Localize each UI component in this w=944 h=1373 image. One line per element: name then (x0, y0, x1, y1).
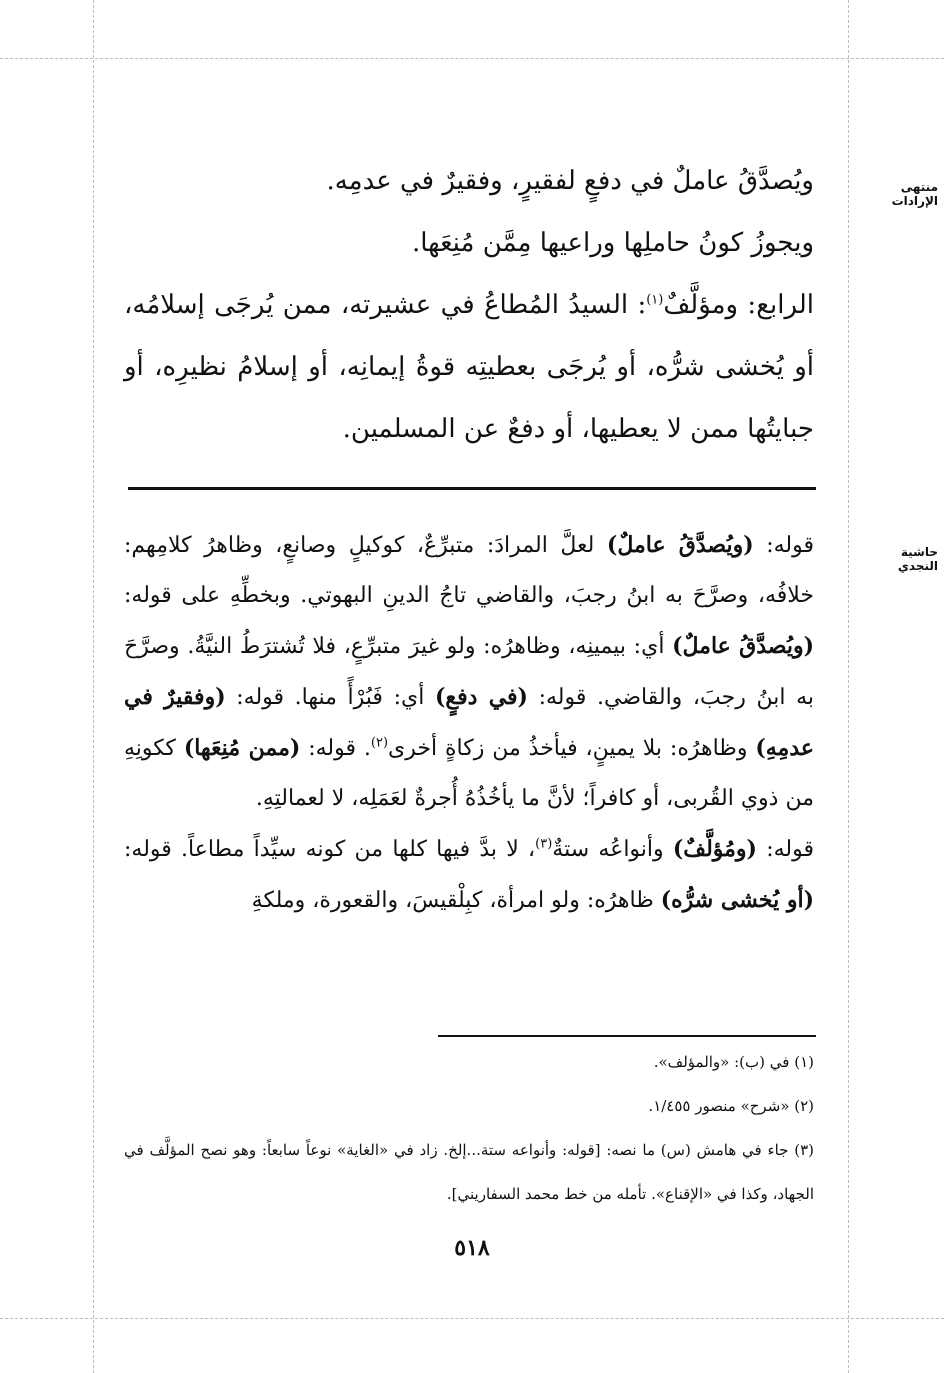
sharh-quote: (ويُصدَّقُ عاملٌ) (672, 633, 814, 659)
sharh-text-run: قوله: (753, 533, 814, 558)
sharh-text-run: ككونِهِ من ذوي القُربى، أو كافراً؛ لأنَّ ما يأخُذُهُ أُجرةٌ لعَمَلِه، لا لعمالتِهِ. (124, 736, 814, 811)
matn-text-run: الرابع: ومؤلَّفٌ (663, 290, 814, 320)
sharh-paragraph (124, 824, 814, 926)
guide-line (0, 1318, 944, 1319)
footnote-marker: (٣) (535, 836, 553, 852)
sharh-text-run: لعلَّ المرادَ: متبرِّعٌ، كوكيلٍ وصانعٍ، وظاهرُ كلامِهم: خلافُه، وصرَّحَ به ابنُ رجبَ، والقاضي تاجُ الدينِ البهوتي. وبخطِّهِ على قوله: (124, 533, 814, 608)
guide-line (0, 58, 944, 59)
sharh-text-run: أي: بيمينِه، وظاهرُه: ولو غيرَ متبرِّعٍ، فلا تُشترَطُ النيَّةُ. وصرَّحَ به ابنُ رجبَ، والقاضي. قوله: (124, 634, 815, 710)
matn-paragraph: ويُصدَّقُ عاملٌ في دفعٍ لفقيرٍ، وفقيرٌ في عدمِه. (326, 166, 814, 196)
guide-line (848, 0, 849, 1373)
sharh-text (124, 520, 814, 926)
sharh-text-run: ظاهرُه: ولو امرأة، كبِلْقيسَ، والقعورة، وملكةِ (251, 888, 661, 913)
side-label-sharh: حاشية النجدي (897, 545, 938, 573)
sharh-text-run: ، لا بدَّ فيها كلها من كونه سيِّداً مطاعاً. قوله: (124, 837, 536, 862)
matn-paragraph (124, 274, 814, 460)
footnote-divider (438, 1035, 816, 1037)
footnote-marker: (١) (646, 292, 664, 308)
matn-paragraph: ويجوزُ كونُ حاملِها وراعيها مِمَّن مُنِعَها. (411, 228, 814, 258)
sharh-paragraph (124, 520, 814, 824)
section-divider (128, 487, 816, 490)
footnote: (١) في (ب): «والمؤلف». (653, 1053, 814, 1071)
sharh-quote: (ومُؤلَّفٌ) (672, 836, 757, 862)
sharh-quote: (وفقيرٌ في عدمِهِ) (124, 684, 815, 761)
footnote: (٣) جاء في هامش (س) ما نصه: [قوله: وأنواعه ستة...إلخ. زاد في «الغاية» نوعاً سابعاً: وهو نصح المؤلَّف في الجهاد، وكذا في «الإقناع». تأمله من خط محمد السفاريني]. (124, 1141, 814, 1203)
sharh-text-run: . قوله: (300, 736, 371, 761)
matn-text (124, 150, 814, 460)
guide-line (93, 0, 94, 1373)
sharh-quote: (ممن مُنِعَها) (183, 735, 301, 761)
sharh-text-run: أي: فَبُرْأً منها. قوله: (225, 685, 435, 710)
page-number: ٥١٨ (454, 1235, 490, 1261)
sharh-quote: (في دفعٍ) (434, 684, 528, 710)
matn-text-run: : السيدُ المُطاعُ في عشيرته، ممن يُرجَى إسلامُه، أو يُخشى شرُّه، أو يُرجَى بعطيتِه قوةُ إيمانِه، أو إسلامُ نظيرِه، أو جبايتُها ممن لا يعطيها، أو دفعٌ عن المسلمين. (124, 290, 814, 444)
sharh-text-run: وظاهرُه: بلا يمينٍ، فيأخذُ من زكاةٍ أخرى (388, 736, 756, 761)
footnote: (٢) «شرح» منصور ١/٤٥٥. (648, 1097, 814, 1115)
footnotes (124, 1040, 814, 1216)
side-label-matn: منتهى الإرادات (891, 180, 938, 208)
sharh-text-run: قوله: (756, 837, 814, 862)
sharh-text-run: وأنواعُه ستةٌ (552, 837, 673, 862)
footnote-marker: (٢) (370, 735, 389, 751)
sharh-quote: (أو يُخشى شرُّه) (660, 887, 814, 913)
sharh-quote: (ويُصدَّقُ عاملٌ) (606, 532, 754, 558)
